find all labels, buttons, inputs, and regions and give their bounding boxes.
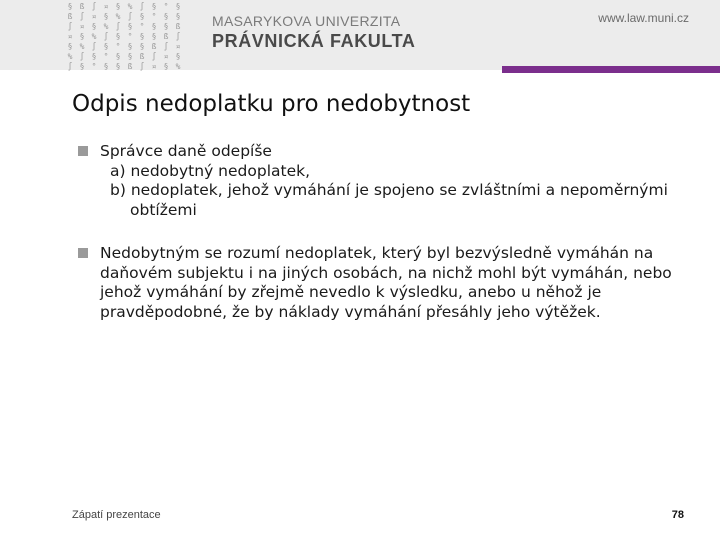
square-bullet-icon xyxy=(78,146,88,156)
sub-item-b: b) nedoplatek, jehož vymáhání je spojeno se zvláštními a nepoměrnými obtížemi xyxy=(110,181,668,219)
pattern-glyph: ¤ xyxy=(67,32,73,41)
pattern-glyph: ° xyxy=(151,12,157,21)
pattern-glyph: ¤ xyxy=(103,2,109,11)
university-name: MASARYKOVA UNIVERZITA xyxy=(212,13,401,29)
pattern-glyph: ¤ xyxy=(163,52,169,61)
pattern-glyph: ∫ xyxy=(79,52,85,61)
pattern-glyph: ∫ xyxy=(67,22,73,31)
pattern-glyph: ∫ xyxy=(67,62,73,71)
pattern-glyph: § xyxy=(79,62,85,71)
pattern-glyph: ° xyxy=(103,52,109,61)
pattern-glyph: § xyxy=(115,62,121,71)
pattern-glyph: ∫ xyxy=(163,42,169,51)
sub-item-a: a) nedobytný nedoplatek, xyxy=(110,161,311,180)
pattern-glyph: § xyxy=(175,52,181,61)
pattern-glyph: § xyxy=(175,12,181,21)
pattern-glyph: § xyxy=(127,52,133,61)
pattern-glyph: § xyxy=(67,42,73,51)
pattern-glyph: § xyxy=(67,2,73,11)
square-bullet-icon xyxy=(78,248,88,258)
pattern-glyph: ß xyxy=(139,52,145,61)
bullet-list xyxy=(78,142,678,322)
pattern-glyph: § xyxy=(139,32,145,41)
pattern-glyph: ¤ xyxy=(91,12,97,21)
page-number: 78 xyxy=(671,509,684,521)
bullet-item-1 xyxy=(78,142,678,220)
pattern-glyph: ∫ xyxy=(79,12,85,21)
pattern-glyph: ß xyxy=(127,62,133,71)
pattern-glyph: § xyxy=(103,42,109,51)
pattern-glyph: ß xyxy=(163,32,169,41)
pattern-glyph: ∫ xyxy=(91,42,97,51)
pattern-glyph: ° xyxy=(115,42,121,51)
pattern-glyph: § xyxy=(151,22,157,31)
pattern-glyph: ¤ xyxy=(151,62,157,71)
pattern-glyph: ß xyxy=(175,22,181,31)
bullet-text: Nedobytným se rozumí nedoplatek, který byl bezvýsledně vymáhán na daňovém subjektu i na jiných osobách, na nichž mohl být vymáhán, nebo jehož vymáhání by zřejmě nevedlo k výsledku, anebo u něhož je pravděpodobné, že by náklady vymáhání přesáhly jeho výtěžek. xyxy=(100,244,672,321)
pattern-glyph: % xyxy=(115,12,121,21)
pattern-glyph: § xyxy=(151,32,157,41)
pattern-glyph: ∫ xyxy=(127,12,133,21)
pattern-glyph: § xyxy=(151,2,157,11)
logo-pattern xyxy=(64,2,184,71)
faculty-name: PRÁVNICKÁ FAKULTA xyxy=(212,31,416,51)
site-url[interactable]: www.law.muni.cz xyxy=(598,11,689,25)
pattern-glyph: ∫ xyxy=(103,32,109,41)
pattern-glyph: % xyxy=(79,42,85,51)
pattern-glyph: ∫ xyxy=(91,2,97,11)
pattern-glyph: ¤ xyxy=(79,22,85,31)
pattern-glyph: § xyxy=(163,22,169,31)
pattern-glyph: § xyxy=(127,42,133,51)
pattern-glyph: § xyxy=(139,42,145,51)
pattern-glyph: § xyxy=(127,22,133,31)
accent-bar xyxy=(502,66,720,73)
pattern-glyph: § xyxy=(163,62,169,71)
pattern-glyph: ° xyxy=(163,2,169,11)
pattern-glyph: § xyxy=(103,12,109,21)
pattern-glyph: ∫ xyxy=(139,62,145,71)
pattern-glyph: ß xyxy=(79,2,85,11)
pattern-glyph: § xyxy=(115,32,121,41)
bullet-text: Správce daně odepíše xyxy=(100,142,272,160)
pattern-glyph: § xyxy=(91,22,97,31)
pattern-glyph: § xyxy=(79,32,85,41)
pattern-glyph: ° xyxy=(91,62,97,71)
pattern-glyph: % xyxy=(103,22,109,31)
pattern-glyph: % xyxy=(127,2,133,11)
pattern-glyph: ° xyxy=(139,22,145,31)
pattern-glyph: § xyxy=(115,52,121,61)
pattern-glyph: § xyxy=(91,52,97,61)
footer-text: Zápatí prezentace xyxy=(72,509,161,521)
slide-header xyxy=(0,0,720,70)
slide-title: Odpis nedoplatku pro nedobytnost xyxy=(72,91,471,117)
pattern-glyph: % xyxy=(175,62,181,71)
pattern-glyph: ß xyxy=(151,42,157,51)
pattern-glyph: ∫ xyxy=(139,2,145,11)
pattern-glyph: § xyxy=(115,2,121,11)
pattern-glyph: ¤ xyxy=(175,42,181,51)
pattern-glyph: § xyxy=(103,62,109,71)
pattern-glyph: % xyxy=(91,32,97,41)
pattern-glyph: § xyxy=(139,12,145,21)
pattern-glyph: % xyxy=(67,52,73,61)
pattern-glyph: ∫ xyxy=(175,32,181,41)
pattern-glyph: ß xyxy=(67,12,73,21)
pattern-glyph: § xyxy=(175,2,181,11)
pattern-glyph: ° xyxy=(127,32,133,41)
pattern-glyph: ∫ xyxy=(151,52,157,61)
pattern-glyph: § xyxy=(163,12,169,21)
bullet-item-2 xyxy=(78,244,678,322)
pattern-glyph: ∫ xyxy=(115,22,121,31)
